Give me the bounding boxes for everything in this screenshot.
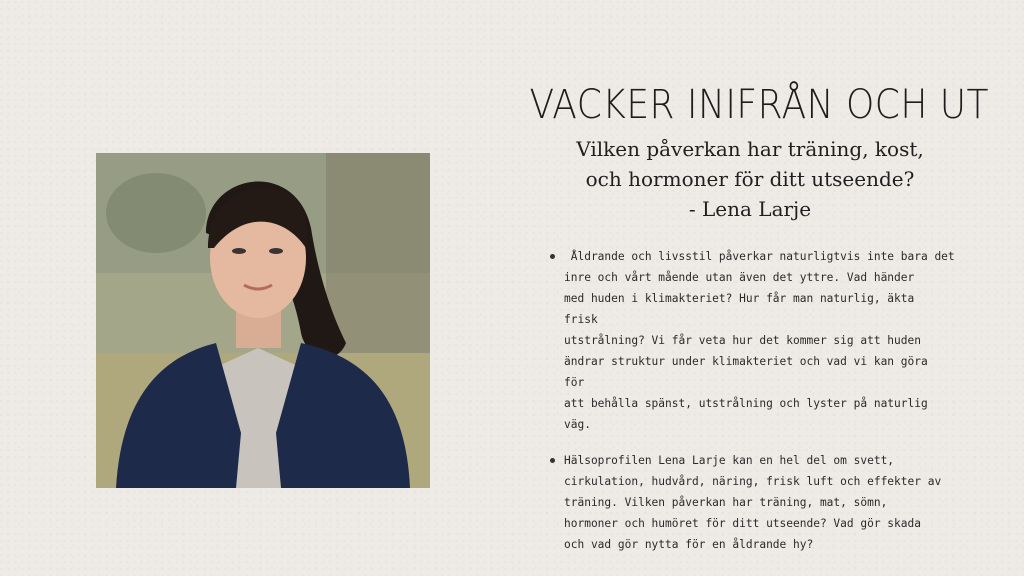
- subtitle-line: och hormoner för ditt utseende?: [585, 167, 915, 191]
- bullet-list: [548, 246, 955, 570]
- text-line: och vad gör nytta för en åldrande hy?: [564, 538, 814, 551]
- list-item: [548, 246, 955, 435]
- text-line: ändrar struktur under klimakteriet och vad vi kan göra för: [564, 355, 928, 389]
- text-line: träning. Vilken påverkan har träning, mat, sömn,: [564, 496, 888, 509]
- subtitle: [540, 134, 960, 224]
- text-line: Åldrande och livsstil påverkar naturligtvis inte bara det: [564, 250, 955, 263]
- page-title: VACKER INIFRÅN OCH UT: [529, 82, 989, 128]
- list-item: [548, 450, 948, 555]
- text-line: Hälsoprofilen Lena Larje kan en hel del om svett,: [564, 454, 895, 467]
- text-line: inre och vårt mående utan även det yttre. Vad händer: [564, 271, 915, 284]
- portrait-photo: [96, 153, 430, 488]
- text-line: med huden i klimakteriet? Hur får man naturlig, äkta frisk: [564, 292, 915, 326]
- text-line: att behålla spänst, utstrålning och lyster på naturlig väg.: [564, 397, 928, 431]
- text-line: cirkulation, hudvård, näring, frisk luft och effekter av: [564, 475, 942, 488]
- subtitle-author: - Lena Larje: [688, 197, 812, 221]
- portrait-illustration: [96, 153, 430, 488]
- bullet-icon: [550, 458, 555, 463]
- text-line: hormoner och humöret för ditt utseende? Vad gör skada: [564, 517, 921, 530]
- bullet-icon: [550, 254, 555, 259]
- subtitle-line: Vilken påverkan har träning, kost,: [576, 137, 924, 161]
- text-line: utstrålning? Vi får veta hur det kommer sig att huden: [564, 334, 921, 347]
